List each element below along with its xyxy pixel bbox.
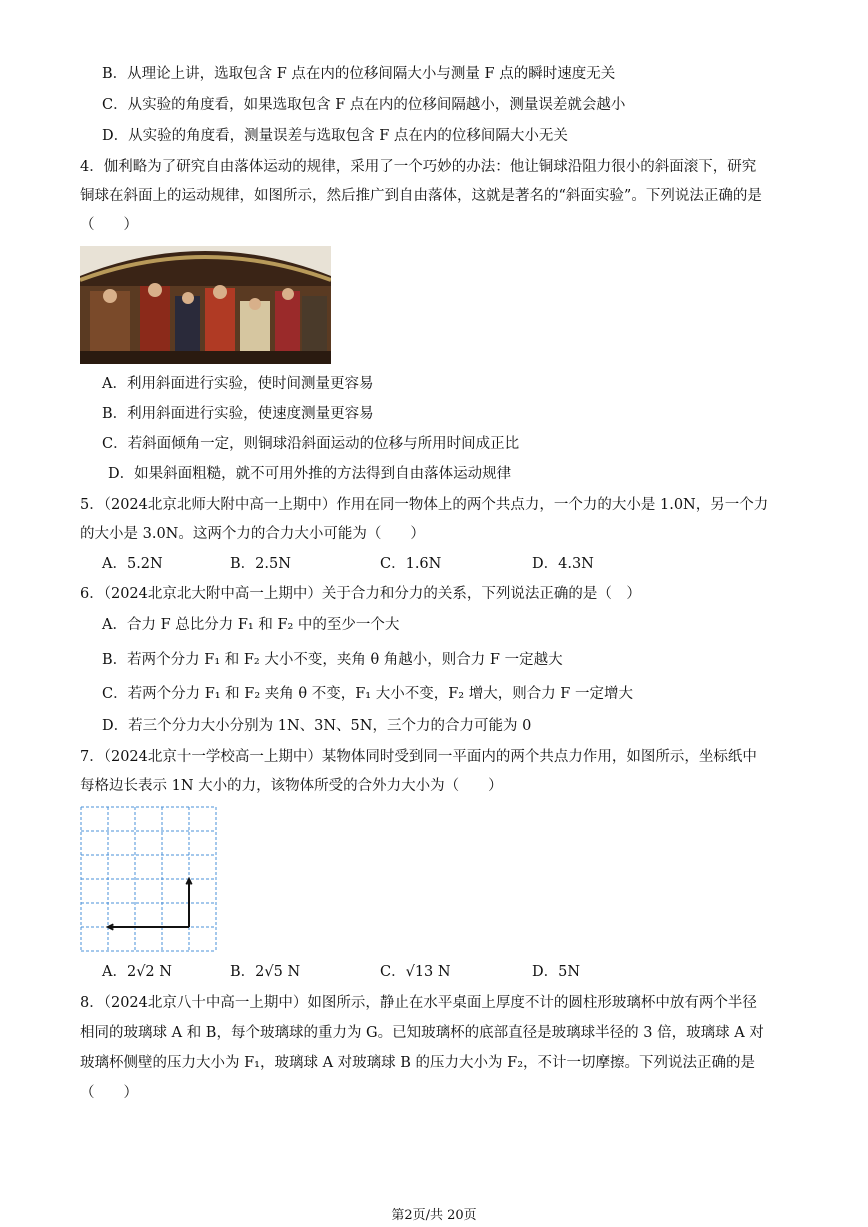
q6-option-d: D．若三个分力大小分别为 1N、3N、5N，三个力的合力可能为 0 (102, 718, 532, 734)
q5-stem-line1: 5．（2024北京北师大附中高一上期中）作用在同一物体上的两个共点力，一个力的大小是 1.0N，另一个力 (80, 497, 769, 513)
q7-option-a: A．2√2 N (102, 964, 172, 980)
q8-stem-line2: 相同的玻璃球 A 和 B，每个玻璃球的重力为 G。已知玻璃杯的底部直径是玻璃球半径的 3 倍，玻璃球 A 对 (80, 1025, 764, 1041)
q5-stem-line2: 的大小是 3.0N。这两个力的合力大小可能为（ ） (80, 526, 425, 542)
q6-option-b: B．若两个分力 F₁ 和 F₂ 大小不变，夹角 θ 角越小，则合力 F 一定越大 (102, 652, 563, 668)
q7-option-d: D．5N (532, 964, 581, 980)
q7-stem-line2: 每格边长表示 1N 大小的力，该物体所受的合外力大小为（ ） (80, 778, 503, 794)
q3-option-c: C．从实验的角度看，如果选取包含 F 点在内的位移间隔越小，测量误差就会越小 (102, 97, 626, 113)
q4-stem-line2: 铜球在斜面上的运动规律，如图所示，然后推广到自由落体，这就是著名的“斜面实验”。下列说法正确的是 (80, 188, 762, 204)
q3-option-b: B．从理论上讲，选取包含 F 点在内的位移间隔大小与测量 F 点的瞬时速度无关 (102, 66, 616, 82)
q5-option-a: A．5.2N (102, 556, 163, 572)
q6-option-c: C．若两个分力 F₁ 和 F₂ 夹角 θ 不变，F₁ 大小不变，F₂ 增大，则合力 F 一定增大 (102, 686, 633, 702)
q4-option-c: C．若斜面倾角一定，则铜球沿斜面运动的位移与所用时间成正比 (102, 436, 520, 452)
force-grid-figure (80, 806, 220, 956)
coordinate-grid (80, 806, 220, 952)
q5-option-c: C．1.6N (380, 556, 442, 572)
q5-option-b: B．2.5N (230, 556, 291, 572)
q5-option-d: D．4.3N (532, 556, 594, 572)
q7-option-c: C．√13 N (380, 964, 451, 980)
q4-option-b: B．利用斜面进行实验，使速度测量更容易 (102, 406, 374, 422)
galileo-painting-image (80, 246, 331, 364)
q8-stem-line3: 玻璃杯侧壁的压力大小为 F₁，玻璃球 A 对玻璃球 B 的压力大小为 F₂，不计一切摩擦。下列说法正确的是 (80, 1055, 756, 1071)
q7-option-b: B．2√5 N (230, 964, 301, 980)
q4-stem-line3: （ ） (80, 217, 138, 233)
q8-stem-line4: （ ） (80, 1085, 138, 1101)
q7-stem-line1: 7．（2024北京十一学校高一上期中）某物体同时受到同一平面内的两个共点力作用，如图所示，坐标纸中 (80, 749, 757, 765)
q4-option-a: A．利用斜面进行实验，使时间测量更容易 (102, 376, 374, 392)
q4-option-d: D．如果斜面粗糙，就不可用外推的方法得到自由落体运动规律 (108, 466, 512, 482)
painting-icon (80, 246, 331, 364)
q3-option-d: D．从实验的角度看，测量误差与选取包含 F 点在内的位移间隔大小无关 (102, 128, 568, 144)
q6-option-a: A．合力 F 总比分力 F₁ 和 F₂ 中的至少一个大 (102, 617, 400, 633)
page-footer: 第2页/共 20页 (391, 1208, 477, 1223)
q8-stem-line1: 8．（2024北京八十中高一上期中）如图所示，静止在水平桌面上厚度不计的圆柱形玻璃杯中放有两个半径 (80, 995, 757, 1011)
q4-stem-line1: 4．伽利略为了研究自由落体运动的规律，采用了一个巧妙的办法：他让铜球沿阻力很小的斜面滚下，研究 (80, 159, 757, 175)
q6-stem: 6．（2024北京北大附中高一上期中）关于合力和分力的关系，下列说法正确的是（ ） (80, 586, 641, 602)
